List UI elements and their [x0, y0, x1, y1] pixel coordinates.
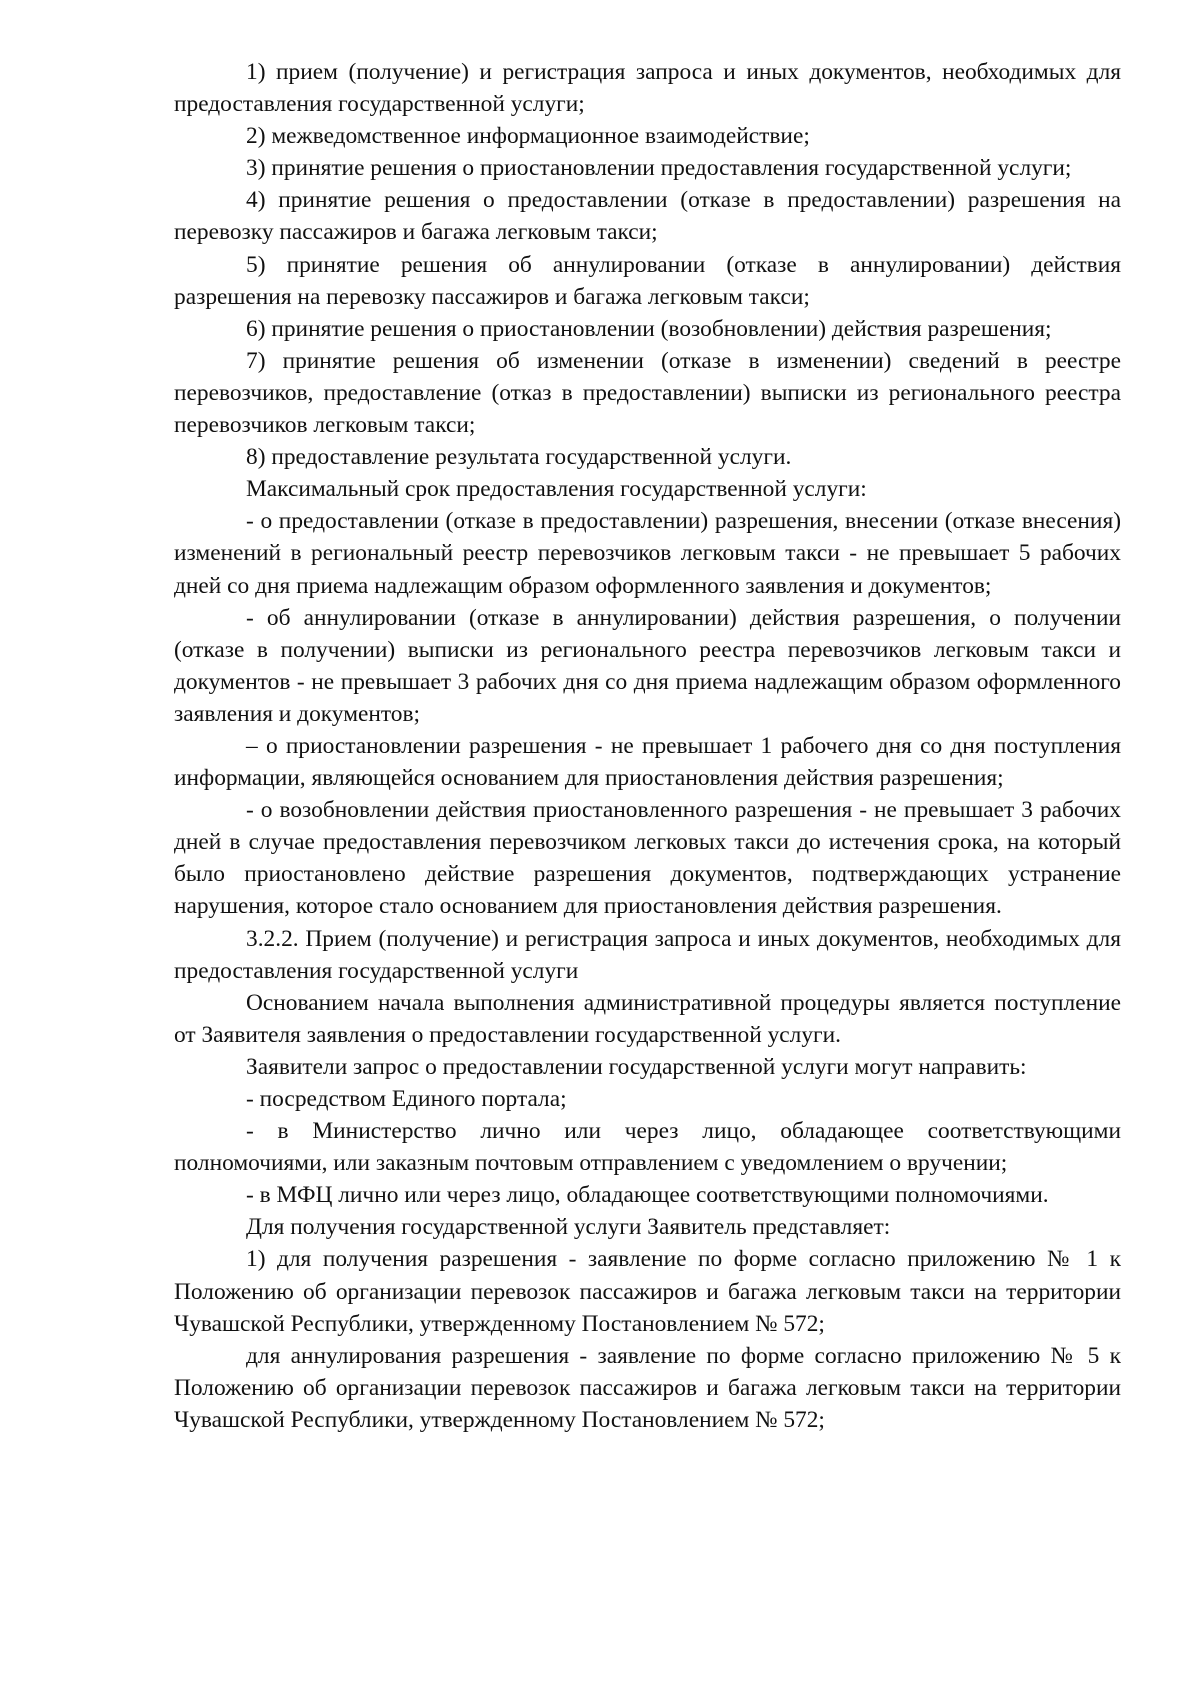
paragraph-applicant-provides: Для получения государственной услуги Заявитель представляет:	[246, 1214, 891, 1241]
paragraph-list-item-1: 1) прием (получение) и регистрация запроса и иных документов, необходимых для предоставления государственной услуги;	[174, 59, 1121, 118]
paragraph-method-mfc: - в МФЦ лично или через лицо, обладающее соответствующими полномочиями.	[246, 1182, 1049, 1209]
paragraph-submission-methods: Заявители запрос о предоставлении государственной услуги могут направить:	[246, 1053, 1027, 1080]
section-heading-3-2-2: 3.2.2. Прием (получение) и регистрация запроса и иных документов, необходимых для предоставления государственной услуги	[174, 925, 1121, 984]
paragraph-method-ministry: - в Министерство лично или через лицо, обладающее соответствующими полномочиями, или заказным почтовым отправлением с уведомлением о вручении;	[174, 1118, 1121, 1177]
paragraph-max-term-heading: Максимальный срок предоставления государственной услуги:	[246, 476, 867, 503]
paragraph-list-item-4: 4) принятие решения о предоставлении (отказе в предоставлении) разрешения на перевозку пассажиров и багажа легковым такси;	[174, 187, 1121, 246]
paragraph-list-item-5: 5) принятие решения об аннулировании (отказе в аннулировании) действия разрешения на перевозку пассажиров и багажа легковым такси;	[174, 251, 1121, 310]
paragraph-method-portal: - посредством Единого портала;	[246, 1086, 567, 1112]
paragraph-term-annulment: - об аннулировании (отказе в аннулировании) действия разрешения, о получении (отказе в получении) выписки из регионального реестра перевозчиков легковым такси и документов - не превышает 3 рабочих дня со дня приема надлежащим образом оформленного заявления и документов;	[174, 604, 1121, 727]
paragraph-term-resumption: - о возобновлении действия приостановленного разрешения - не превышает 3 рабочих дней в случае предоставления перевозчиком легковых такси до истечения срока, на который было приостановлено действие разрешения документов, подтверждающих устранение нарушения, которое стало основанием для приостановления действия разрешения.	[174, 797, 1121, 920]
document-page	[174, 56, 1121, 1436]
paragraph-term-permit: - о предоставлении (отказе в предоставлении) разрешения, внесении (отказе внесения) изменений в региональный реестр перевозчиков легковым такси - не превышает 5 рабочих дней со дня приема надлежащим образом оформленного заявления и документов;	[174, 508, 1121, 599]
paragraph-list-item-6: 6) принятие решения о приостановлении (возобновлении) действия разрешения;	[246, 315, 1052, 342]
paragraph-term-suspension: – о приостановлении разрешения - не превышает 1 рабочего дня со дня поступления информации, являющейся основанием для приостановления действия разрешения;	[174, 732, 1121, 792]
paragraph-permit-application: 1) для получения разрешения - заявление по форме согласно приложению № 1 к Положению об организации перевозок пассажиров и багажа легковым такси на территории Чувашской Республики, утвержденному Постановлением № 572;	[174, 1246, 1121, 1337]
paragraph-list-item-2: 2) межведомственное информационное взаимодействие;	[246, 123, 810, 150]
paragraph-list-item-8: 8) предоставление результата государственной услуги.	[246, 444, 792, 471]
paragraph-list-item-3: 3) принятие решения о приостановлении предоставления государственной услуги;	[246, 155, 1072, 182]
paragraph-procedure-basis: Основанием начала выполнения административной процедуры является поступление от Заявителя заявления о предоставлении государственной услуги.	[174, 989, 1121, 1048]
paragraph-annulment-application: для аннулирования разрешения - заявление по форме согласно приложению № 5 к Положению об организации перевозок пассажиров и багажа легковым такси на территории Чувашской Республики, утвержденному Постановлением № 572;	[174, 1342, 1121, 1433]
paragraph-list-item-7: 7) принятие решения об изменении (отказе в изменении) сведений в реестре перевозчиков, предоставление (отказ в предоставлении) выписки из регионального реестра перевозчиков легковым такси;	[174, 347, 1121, 439]
